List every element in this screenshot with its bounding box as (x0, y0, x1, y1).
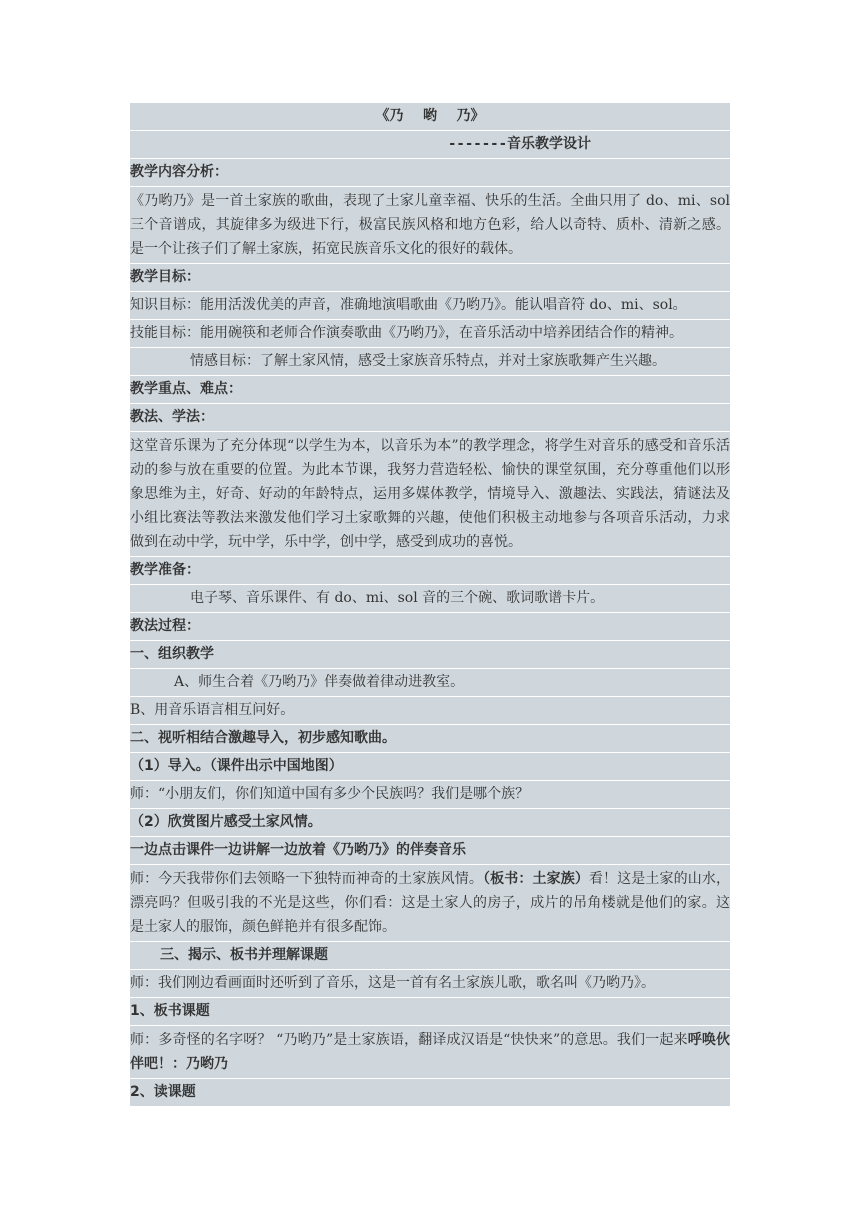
step2-2-text-a: 师：今天我带你们去领略一下独特而神奇的土家族风情。 (130, 871, 483, 887)
methods-text: 这堂音乐课为了充分体现“以学生为本，以音乐为本”的教学理念，将学生对音乐的感受和音乐活动的参与放在重要的位置。为此本节课，我努力营造轻松、愉快的课堂氛围，充分尊重他们以形象思维为主，好奇、好动的年龄特点，运用多媒体教学，情境导入、激趣法、实践法，猜谜法及小组比赛法等教法来激发他们学习土家歌舞的兴趣，使他们积极主动地参与各项音乐活动，力求做到在动中学，玩中学，乐中学，创中学，感受到成功的喜悦。 (130, 432, 730, 556)
step2-1-heading: （1）导入。（课件出示中国地图） (130, 753, 730, 780)
step3-1-heading: 1、板书课题 (130, 998, 730, 1025)
process-heading: 教法过程： (130, 613, 730, 640)
step2-2-subheading: 一边点击课件一边讲解一边放着《乃哟乃》的伴奏音乐 (130, 837, 730, 864)
step3-heading: 三、揭示、板书并理解课题 (130, 942, 730, 969)
goal-skill: 技能目标：能用碗筷和老师合作演奏歌曲《乃哟乃》，在音乐活动中培养团结合作的精神。 (130, 320, 730, 347)
document-subtitle: -------音乐教学设计 (130, 131, 730, 158)
step3-1-text-a: 师：多奇怪的名字呀？ “乃哟乃”是土家族语，翻译成汉语是“快快来”的意思。我们一起来 (130, 1032, 688, 1048)
step2-heading: 二、视听相结合激趣导入，初步感知歌曲。 (130, 725, 730, 752)
content-analysis-heading: 教学内容分析： (130, 159, 730, 186)
content-analysis-text: 《乃哟乃》是一首土家族的歌曲，表现了土家儿童幸福、快乐的生活。全曲只用了 do、mi、sol 三个音谱成，其旋律多为级进下行，极富民族风格和地方色彩，给人以奇特、质朴、清新之感。是一个让孩子们了解土家族，拓宽民族音乐文化的很好的载体。 (130, 187, 730, 263)
step3-text: 师：我们刚边看画面时还听到了音乐，这是一首有名土家族儿歌，歌名叫《乃哟乃》。 (130, 970, 730, 997)
step3-2-heading: 2、读课题 (130, 1079, 730, 1106)
prep-heading: 教学准备： (130, 557, 730, 584)
key-points-heading: 教学重点、难点： (130, 376, 730, 403)
step2-2-board-note: （板书：土家族） (482, 871, 589, 887)
goal-emotion: 情感目标：了解土家风情，感受土家族音乐特点，并对土家族歌舞产生兴趣。 (130, 348, 730, 375)
goals-heading: 教学目标： (130, 264, 730, 291)
step3-1-text (130, 1026, 730, 1078)
document-title: 《乃 哟 乃》 (130, 103, 730, 130)
goal-knowledge: 知识目标：能用活泼优美的声音，准确地演唱歌曲《乃哟乃》。能认唱音符 do、mi、sol。 (130, 292, 730, 319)
methods-heading: 教法、学法： (130, 404, 730, 431)
step1-b: B、用音乐语言相互问好。 (130, 697, 730, 724)
lesson-plan-document (130, 103, 730, 1107)
step2-2-text (130, 865, 730, 941)
step1-a: A、师生合着《乃哟乃》伴奏做着律动进教室。 (130, 669, 730, 696)
step2-2-heading: （2）欣赏图片感受土家风情。 (130, 809, 730, 836)
step3-1-call: 呼唤伙伴吧！：乃哟乃 (130, 1032, 731, 1072)
prep-text: 电子琴、音乐课件、有 do、mi、sol 音的三个碗、歌词歌谱卡片。 (130, 585, 730, 612)
step2-2-text-b: 看！这是土家的山水，漂亮吗？但吸引我的不光是这些，你们看：这是土家人的房子，成片的吊角楼就是他们的家。这是土家人的服饰，颜色鲜艳并有很多配饰。 (130, 871, 731, 935)
step1-heading: 一、组织教学 (130, 641, 730, 668)
step2-1-text: 师：“小朋友们，你们知道中国有多少个民族吗？我们是哪个族？ (130, 781, 730, 808)
